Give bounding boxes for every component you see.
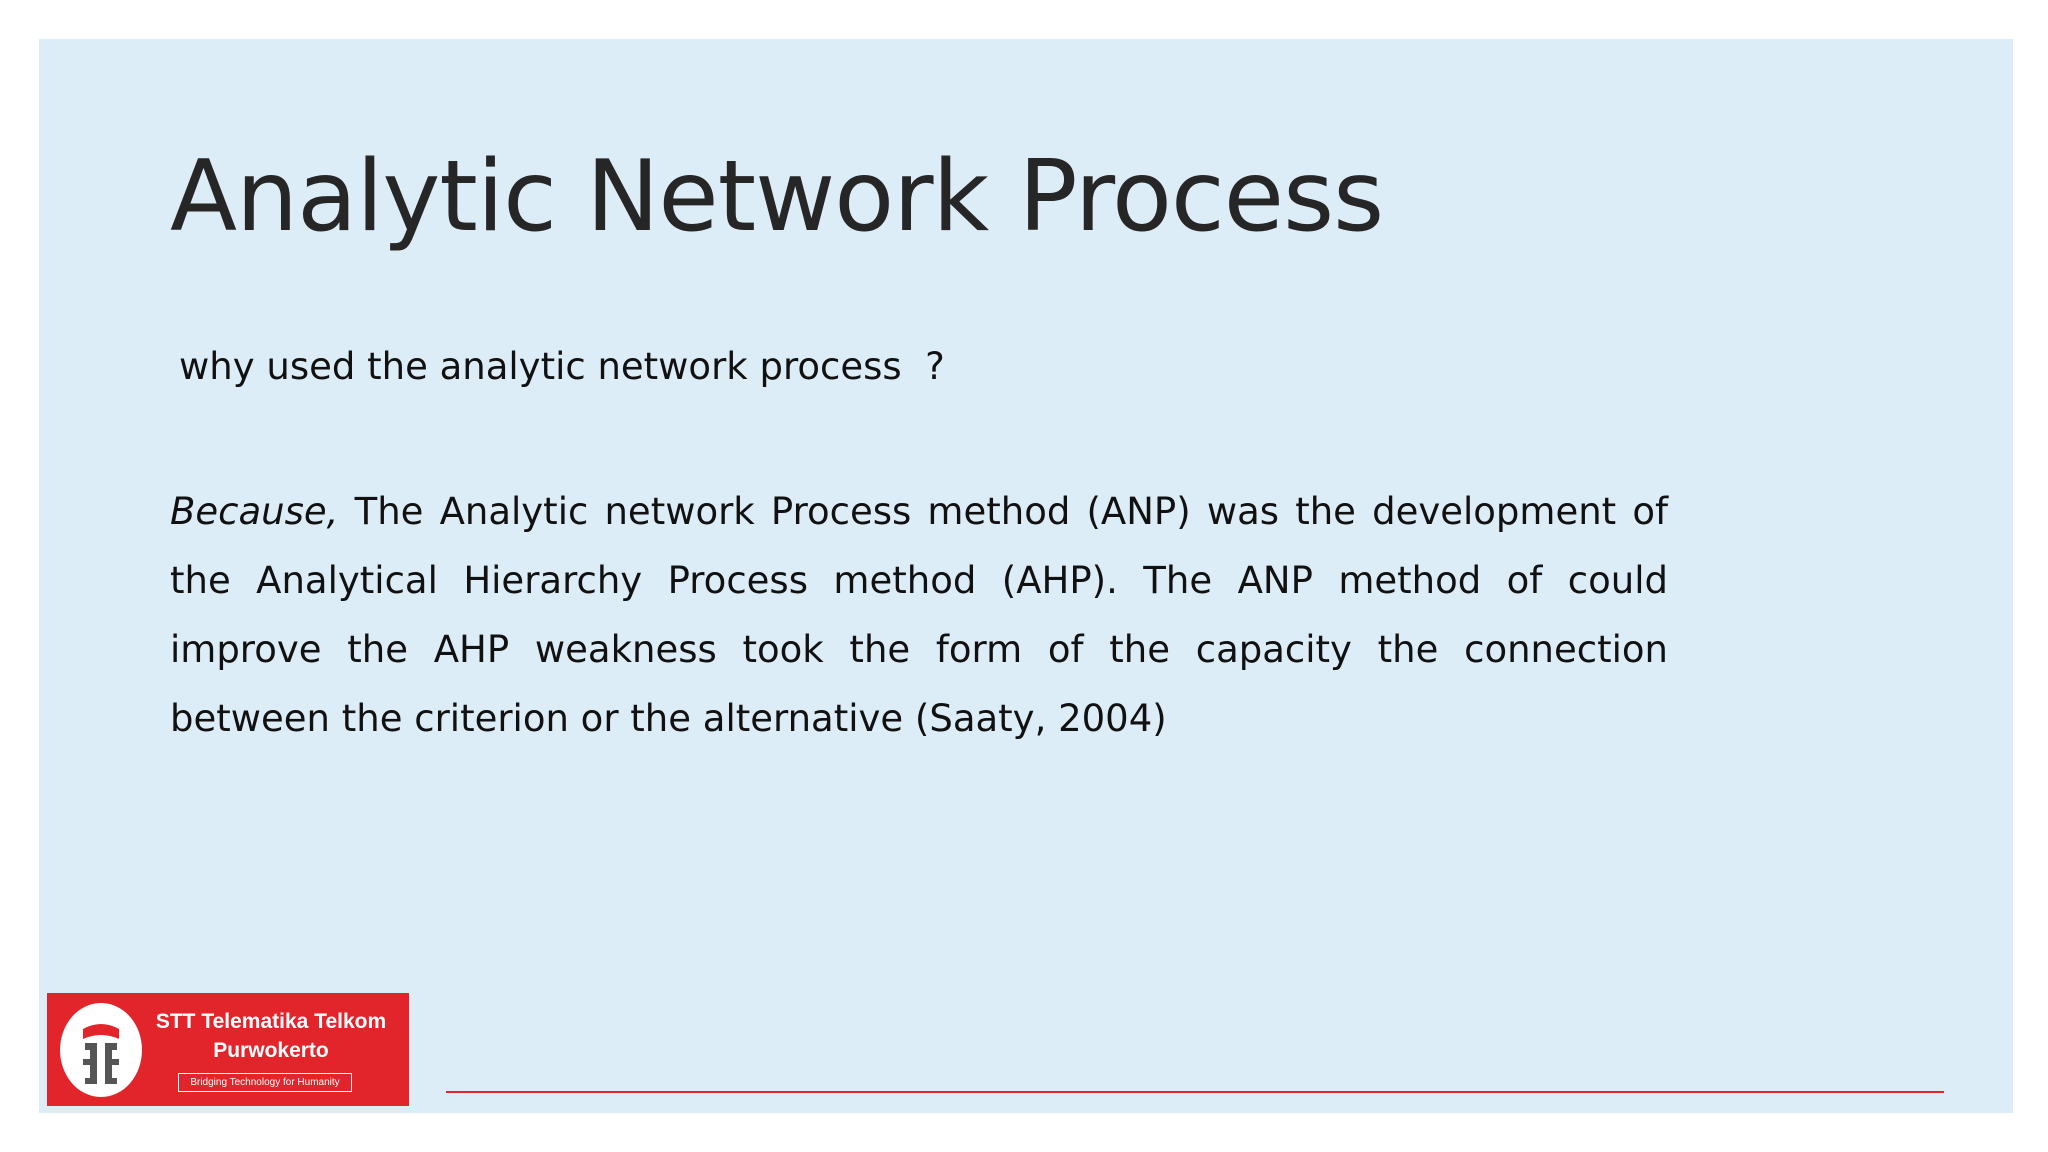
institution-name: STT Telematika Telkom Purwokerto [155,1010,387,1062]
footer-divider [446,1091,1944,1093]
institution-logo [47,993,409,1106]
institution-tagline: Bridging Technology for Humanity [178,1073,352,1092]
body-lead-italic: Because, [170,490,339,533]
slide [39,39,2013,1113]
telkom-emblem-icon [60,1003,142,1097]
slide-body [170,477,1668,753]
slide-question: why used the analytic network process ? [179,345,945,388]
slide-title: Analytic Network Process [170,140,1384,254]
body-text: The Analytic network Process method (ANP) was the development of the Analytical Hierarchy Process method (AHP). The ANP method of could improve the AHP weakness took the form of the capacity the connection between the criterion or the alternative (Saaty, 2004) [170,490,1668,740]
